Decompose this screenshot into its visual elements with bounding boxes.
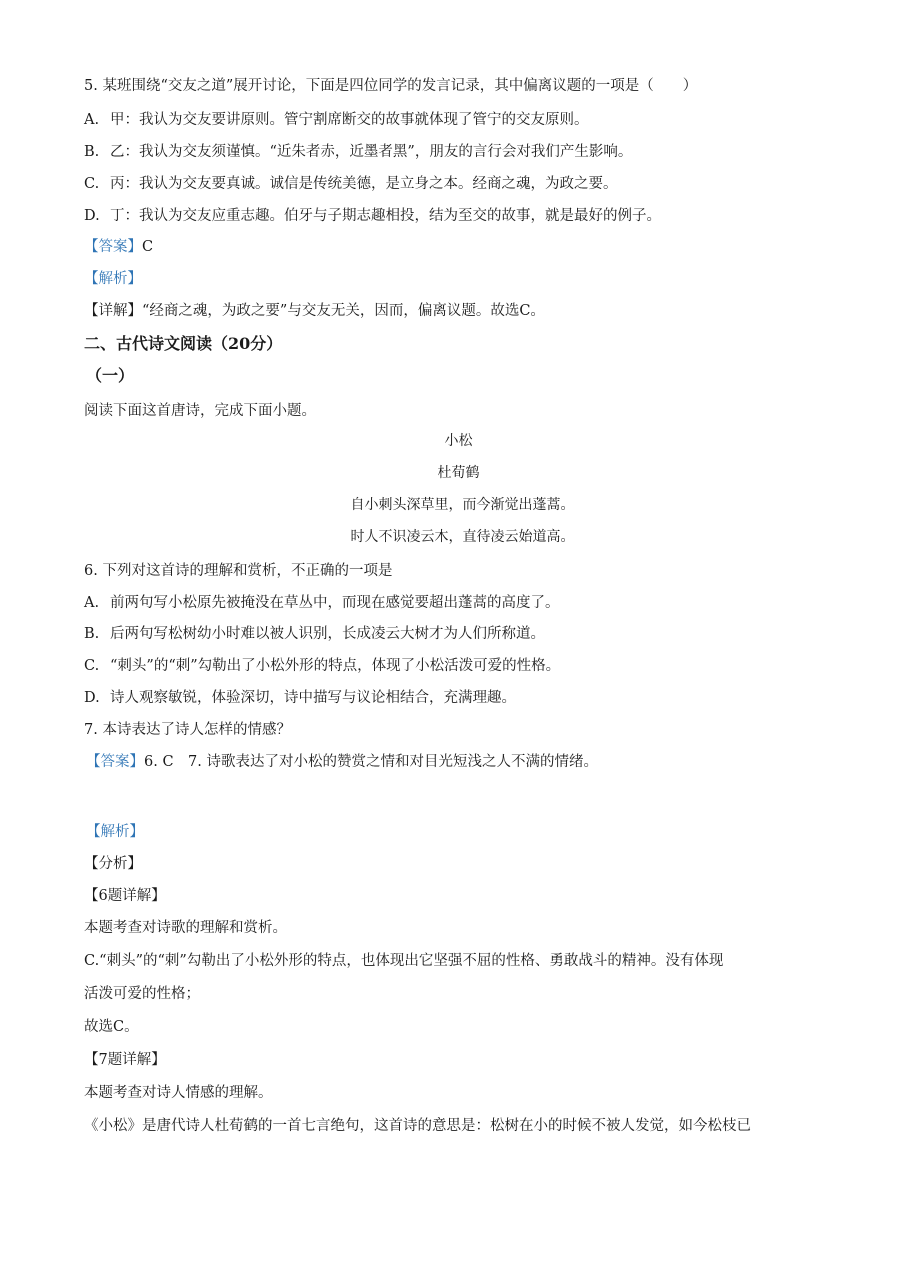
option-text: 丙：我认为交友要真诚。诚信是传统美德，是立身之本。经商之魂，为政之要。 xyxy=(110,176,618,192)
answer-tag: 【答案】 xyxy=(84,239,142,255)
option-letter: C. xyxy=(84,658,100,674)
q7-detail-line-2: 《小松》是唐代诗人杜荀鹤的一首七言绝句，这首诗的意思是：松树在小的时候不被人发觉，如今松枝已 xyxy=(84,1118,751,1134)
answer-tag: 【答案】 xyxy=(86,754,144,770)
q6-option-d xyxy=(84,688,516,708)
option-letter: A. xyxy=(84,112,100,128)
q6-option-c xyxy=(84,656,560,676)
poem-title: 小松 xyxy=(444,433,473,449)
option-text: 后两句写松树幼小时难以被人识别，长成凌云大树才为人们所称道。 xyxy=(110,626,545,642)
section-subtitle: （一） xyxy=(86,366,135,385)
analysis-tag: 【解析】 xyxy=(86,824,144,840)
option-text: 甲：我认为交友要讲原则。管宁割席断交的故事就体现了管宁的交友原则。 xyxy=(110,112,589,128)
q6-detail-tag: 【6题详解】 xyxy=(84,888,166,904)
option-letter: C. xyxy=(84,176,100,192)
option-letter: A. xyxy=(84,595,100,611)
q6-option-b xyxy=(84,624,545,644)
poem-line-2: 时人不识凌云木，直待凌云始道高。 xyxy=(350,529,575,545)
fenxi-tag: 【分析】 xyxy=(84,856,142,872)
answer-value: C xyxy=(142,239,154,255)
detail-tag: 【详解】 xyxy=(84,303,142,319)
q5-option-c xyxy=(84,174,618,194)
option-text: 丁：我认为交友应重志趣。伯牙与子期志趣相投，结为至交的故事，就是最好的例子。 xyxy=(110,208,661,224)
section-intro: 阅读下面这首唐诗，完成下面小题。 xyxy=(84,403,316,419)
q6-detail-line-3: 活泼可爱的性格； xyxy=(84,986,200,1002)
q5-analysis-tag: 【解析】 xyxy=(84,271,142,287)
poem-line-1: 自小刺头深草里，而今渐觉出蓬蒿。 xyxy=(350,497,575,513)
option-text: “刺头”的“刺”勾勒出了小松外形的特点，体现了小松活泼可爱的性格。 xyxy=(110,658,561,674)
q6-stem: 6. 下列对这首诗的理解和赏析，不正确的一项是 xyxy=(84,563,393,579)
q5-option-a xyxy=(84,110,589,130)
poem-author: 杜荀鹤 xyxy=(437,465,480,481)
option-text: 诗人观察敏锐，体验深切，诗中描写与议论相结合，充满理趣。 xyxy=(110,690,516,706)
q6-detail-line-2: C.“刺头”的“刺”勾勒出了小松外形的特点，也体现出它坚强不屈的性格、勇敢战斗的精神。没有体现 xyxy=(84,953,724,969)
q7-detail-line-1: 本题考查对诗人情感的理解。 xyxy=(84,1085,273,1101)
q7-detail-tag: 【7题详解】 xyxy=(84,1052,166,1068)
q5-answer xyxy=(84,237,153,257)
q5-option-d xyxy=(84,206,661,226)
option-text: 乙：我认为交友须谨慎。“近朱者赤，近墨者黑”，朋友的言行会对我们产生影响。 xyxy=(110,144,633,160)
q5-stem: 5. 某班围绕“交友之道”展开讨论，下面是四位同学的发言记录，其中偏离议题的一项是（ ） xyxy=(84,78,698,94)
q5-option-b xyxy=(84,142,632,162)
q6-option-a xyxy=(84,593,560,613)
option-letter: B. xyxy=(84,626,100,642)
option-text: 前两句写小松原先被掩没在草丛中，而现在感觉要超出蓬蒿的高度了。 xyxy=(110,595,560,611)
detail-text: “经商之魂，为政之要”与交友无关，因而，偏离议题。故选C。 xyxy=(142,303,545,319)
q5-detail xyxy=(84,301,545,321)
option-letter: D. xyxy=(84,690,100,706)
answer-text: 6. C 7. 诗歌表达了对小松的赞赏之情和对目光短浅之人不满的情绪。 xyxy=(144,754,598,770)
answer-6-7 xyxy=(86,752,598,772)
section-title: 二、古代诗文阅读（20分） xyxy=(84,334,283,353)
q7-stem: 7. 本诗表达了诗人怎样的情感？ xyxy=(84,722,291,738)
q6-detail-line-4: 故选C。 xyxy=(84,1019,139,1035)
option-letter: D. xyxy=(84,208,100,224)
option-letter: B. xyxy=(84,144,100,160)
q6-detail-line-1: 本题考查对诗歌的理解和赏析。 xyxy=(84,920,287,936)
